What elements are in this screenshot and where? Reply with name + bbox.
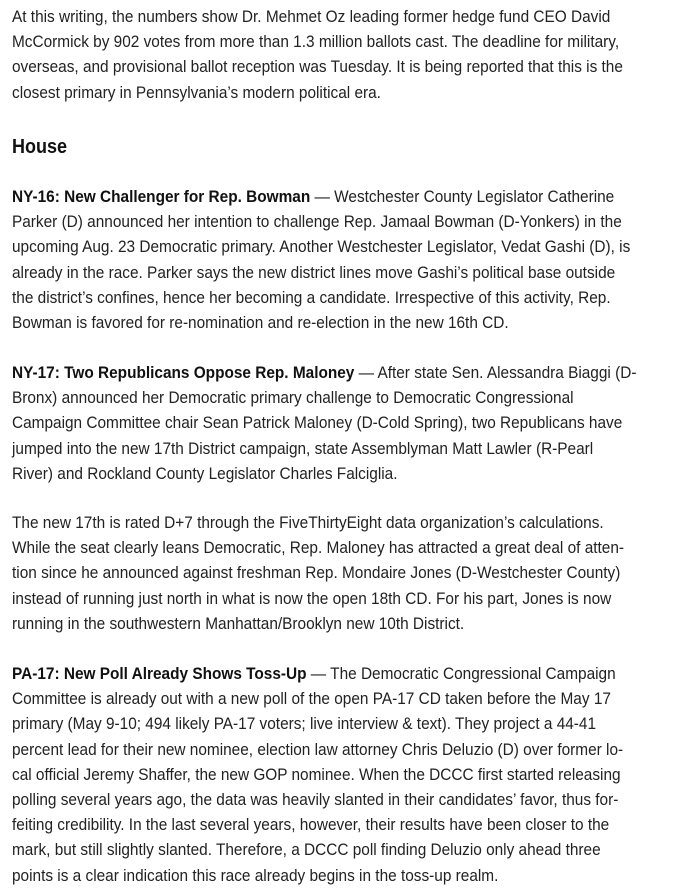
ny16-paragraph xyxy=(12,185,688,336)
text-line: closest primary in Pennsylvania’s modern political era. xyxy=(12,83,381,102)
text-line: already in the race. Parker says the new district lines move Gashi’s political base outside xyxy=(12,263,616,282)
text-line: While the seat clearly leans Democratic, Rep. Maloney has attracted a great deal of atten- xyxy=(12,539,625,558)
text-line: mark, but still slightly slanted. Therefore, a DCCC poll finding Deluzio only ahead three xyxy=(12,841,601,860)
ny16-title: NY-16: New Challenger for Rep. Bowman xyxy=(12,188,311,206)
ny17-title: NY-17: Two Republicans Oppose Rep. Maloney xyxy=(12,364,355,382)
ny17-followup-paragraph xyxy=(12,511,688,637)
ny17-first-line: — After state Sen. Alessandra Biaggi (D- xyxy=(354,364,637,382)
text-line: overseas, and provisional ballot reception was Tuesday. It is being reported that this is the xyxy=(12,58,623,77)
text-line: running in the southwestern Manhattan/Brooklyn new 10th District. xyxy=(12,614,465,633)
text-line: cal official Jeremy Shaffer, the new GOP nominee. When the DCCC first started releasing xyxy=(12,765,621,784)
text-line: instead of running just north in what is now the open 18th CD. For his part, Jones is now xyxy=(12,589,612,608)
pa17-first-line: — The Democratic Congressional Campaign xyxy=(306,665,616,683)
text-line: Campaign Committee chair Sean Patrick Maloney (D-Cold Spring), two Republicans have xyxy=(12,414,623,433)
text-line: McCormick by 902 votes from more than 1.3 million ballots cast. The deadline for military, xyxy=(12,33,620,52)
text-line: polling several years ago, the data was heavily slanted in their candidates’ favor, thus for- xyxy=(12,790,619,809)
text-line: Bowman is favored for re-nomination and re-election in the new 16th CD. xyxy=(12,313,509,332)
text-line: tion since he announced against freshman Rep. Mondaire Jones (D-Westchester County) xyxy=(12,564,621,583)
text-line: Committee is already out with a new poll of the open PA-17 CD taken before the May 17 xyxy=(12,690,611,709)
text-line: The new 17th is rated D+7 through the FiveThirtyEight data organization’s calculations. xyxy=(12,514,604,532)
text-line: feiting credibility. In the last several years, however, their results have been closer to the xyxy=(12,816,610,835)
pa17-paragraph xyxy=(12,662,688,889)
text-line: primary (May 9-10; 494 likely PA-17 voters; live interview & text). They project a 44-41 xyxy=(12,715,597,734)
text-line: percent lead for their new nominee, election law attorney Chris Deluzio (D) over former lo- xyxy=(12,740,624,759)
pa17-title: PA-17: New Poll Already Shows Toss-Up xyxy=(12,665,307,683)
text-line: jumped into the new 17th District campaign, state Assemblyman Matt Lawler (R-Pearl xyxy=(12,439,594,458)
text-line: Bronx) announced her Democratic primary challenge to Democratic Congressional xyxy=(12,389,574,408)
text-line xyxy=(12,185,654,210)
intro-paragraph xyxy=(12,5,688,106)
text-line: Parker (D) announced her intention to challenge Rep. Jamaal Bowman (D-Yonkers) in the xyxy=(12,213,622,232)
text-line xyxy=(12,361,654,386)
text-line: points is a clear indication this race already begins in the toss-up realm. xyxy=(12,866,499,885)
text-line: the district’s confines, hence her becoming a candidate. Irrespective of this activity, Rep. xyxy=(12,288,611,307)
section-heading-house: House xyxy=(12,136,68,158)
text-line: River) and Rockland County Legislator Charles Falciglia. xyxy=(12,464,398,483)
text-line xyxy=(12,662,654,687)
text-line: upcoming Aug. 23 Democratic primary. Another Westchester Legislator, Vedat Gashi (D), is xyxy=(12,238,631,257)
ny16-first-line: — Westchester County Legislator Catherine xyxy=(310,188,615,206)
ny17-paragraph xyxy=(12,361,688,487)
text-line: At this writing, the numbers show Dr. Mehmet Oz leading former hedge fund CEO David xyxy=(12,8,611,26)
